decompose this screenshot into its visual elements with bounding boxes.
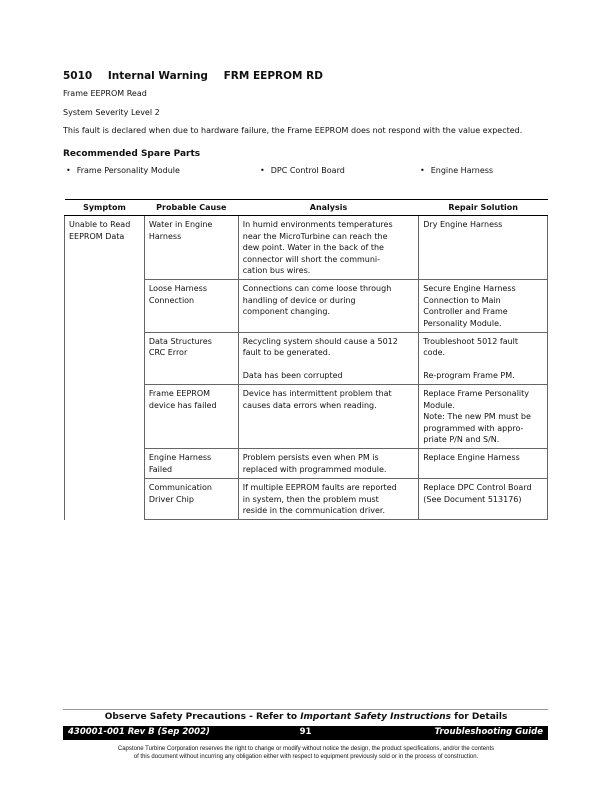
footer-bar xyxy=(63,726,548,740)
probable-cause-cell xyxy=(144,280,238,333)
severity-level: System Severity Level 2 xyxy=(63,108,160,117)
safety-link-text: Important Safety Instructions xyxy=(300,712,452,722)
guide-title: Troubleshooting Guide xyxy=(434,727,543,737)
repair-solution-cell xyxy=(419,385,548,449)
repair-solution-cell-line: programmed with appro- xyxy=(423,423,524,433)
analysis-cell-line xyxy=(243,359,415,370)
fault-description: This fault is declared when due to hardware failure, the Frame EEPROM does not respond with the value expected. xyxy=(63,126,523,135)
probable-cause-cell-line: Loose Harness xyxy=(148,284,207,294)
symptom-cell xyxy=(65,216,145,520)
analysis-cell-line: Recycling system should cause a 5012 xyxy=(242,337,398,347)
spare-part-item: • Engine Harness xyxy=(420,166,493,175)
analysis-cell-line: Connections can come loose through xyxy=(242,284,392,294)
analysis-cell-line: dew point. Water in the back of the xyxy=(242,243,384,253)
analysis-cell-line: in system, then the problem must xyxy=(242,494,379,504)
analysis-cell-line: fault to be generated. xyxy=(242,348,331,358)
header-analysis: Analysis xyxy=(238,200,419,216)
analysis-cell-line: replaced with programmed module. xyxy=(242,464,387,474)
probable-cause-cell-line: Water in Engine xyxy=(148,220,213,230)
fault-name: FRM EEPROM RD xyxy=(223,70,323,82)
probable-cause-cell-line: Communication xyxy=(148,483,212,493)
repair-solution-cell-line: Troubleshoot 5012 fault xyxy=(423,337,519,347)
repair-solution-cell-line: Personality Module. xyxy=(423,318,502,328)
symptom-cell-line: Unable to Read xyxy=(69,220,131,230)
probable-cause-cell xyxy=(144,333,238,385)
probable-cause-cell-line: Engine Harness xyxy=(148,453,212,463)
repair-solution-cell-line xyxy=(423,359,543,370)
probable-cause-cell-line: Connection xyxy=(148,295,195,305)
repair-solution-cell xyxy=(419,280,548,333)
analysis-cell-line: component changing. xyxy=(242,307,330,317)
repair-solution-cell-line: priate P/N and S/N. xyxy=(423,434,500,444)
repair-solution-cell-line: Replace DPC Control Board xyxy=(423,483,532,493)
analysis-cell xyxy=(238,216,419,280)
page-number: 91 xyxy=(299,727,312,737)
probable-cause-cell-line: Data Structures xyxy=(148,337,212,347)
fault-title: Internal Warning xyxy=(107,70,208,82)
repair-solution-cell-line: Dry Engine Harness xyxy=(423,220,503,230)
probable-cause-cell-line: Harness xyxy=(148,231,182,241)
repair-solution-cell-line: Module. xyxy=(423,400,455,410)
repair-solution-cell-line: Replace Engine Harness xyxy=(423,453,520,463)
legal-fine-print xyxy=(0,745,612,761)
analysis-cell-line: causes data errors when reading. xyxy=(242,400,377,410)
header-repair-solution: Repair Solution xyxy=(419,200,548,216)
analysis-cell-line: cation bus wires. xyxy=(242,266,311,276)
repair-solution-cell-line: Secure Engine Harness xyxy=(423,284,516,294)
probable-cause-cell xyxy=(144,449,238,479)
probable-cause-cell-line: device has failed xyxy=(148,400,217,410)
analysis-cell-line: connector will short the communi- xyxy=(242,254,381,264)
analysis-cell-line: Device has intermittent problem that xyxy=(242,389,392,399)
probable-cause-cell-line: Failed xyxy=(148,464,173,474)
probable-cause-cell-line: Driver Chip xyxy=(148,494,194,504)
repair-solution-cell-line: Connection to Main xyxy=(423,295,501,305)
repair-solution-cell-line: Re-program Frame PM. xyxy=(423,370,515,380)
footer-divider xyxy=(63,709,548,710)
fine-print-line: Capstone Turbine Corporation reserves the right to change or modify without notice the design, the product specifications, and/or the contents xyxy=(117,746,495,752)
troubleshooting-table xyxy=(64,199,548,520)
table-header-row xyxy=(65,200,548,216)
repair-solution-cell xyxy=(419,333,548,385)
repair-solution-cell-line: (See Document 513176) xyxy=(423,494,522,504)
analysis-cell xyxy=(238,385,419,449)
analysis-cell-line: Problem persists even when PM is xyxy=(242,453,379,463)
fault-heading xyxy=(63,70,335,82)
analysis-cell-line: near the MicroTurbine can reach the xyxy=(242,231,388,241)
analysis-cell xyxy=(238,449,419,479)
fine-print-line: of this document without incurring any obligation either with respect to equipment previously sold or in the process of construction. xyxy=(133,754,479,760)
repair-solution-cell xyxy=(419,479,548,520)
safety-notice xyxy=(0,712,612,722)
table-row xyxy=(65,216,548,280)
analysis-cell-line: handling of device or during xyxy=(242,295,356,305)
repair-solution-cell-line: Note: The new PM must be xyxy=(423,412,531,422)
header-symptom: Symptom xyxy=(65,200,145,216)
probable-cause-cell-line: Frame EEPROM xyxy=(148,389,211,399)
analysis-cell xyxy=(238,479,419,520)
repair-solution-cell xyxy=(419,449,548,479)
fault-code: 5010 xyxy=(63,70,93,82)
spare-part-item: • Frame Personality Module xyxy=(66,166,180,175)
symptom-cell-line: EEPROM Data xyxy=(69,231,125,241)
safety-text: Observe Safety Precautions - Refer to xyxy=(104,712,301,722)
probable-cause-cell xyxy=(144,385,238,449)
safety-text-end: for Details xyxy=(451,712,508,722)
analysis-cell xyxy=(238,333,419,385)
repair-solution-cell-line: code. xyxy=(423,348,446,358)
fault-subtitle: Frame EEPROM Read xyxy=(63,89,147,98)
analysis-cell-line: If multiple EEPROM faults are reported xyxy=(242,483,397,493)
header-probable-cause: Probable Cause xyxy=(144,200,238,216)
probable-cause-cell-line: CRC Error xyxy=(148,348,188,358)
analysis-cell-line: reside in the communication driver. xyxy=(242,505,385,515)
spare-part-item: • DPC Control Board xyxy=(260,166,345,175)
repair-solution-cell-line: Replace Frame Personality xyxy=(423,389,530,399)
analysis-cell-line: In humid environments temperatures xyxy=(242,220,393,230)
document-id: 430001-001 Rev B (Sep 2002) xyxy=(68,727,210,737)
repair-solution-cell xyxy=(419,216,548,280)
analysis-cell xyxy=(238,280,419,333)
probable-cause-cell xyxy=(144,479,238,520)
probable-cause-cell xyxy=(144,216,238,280)
analysis-cell-line: Data has been corrupted xyxy=(242,370,343,380)
spare-parts-title: Recommended Spare Parts xyxy=(63,149,201,159)
repair-solution-cell-line: Controller and Frame xyxy=(423,307,508,317)
